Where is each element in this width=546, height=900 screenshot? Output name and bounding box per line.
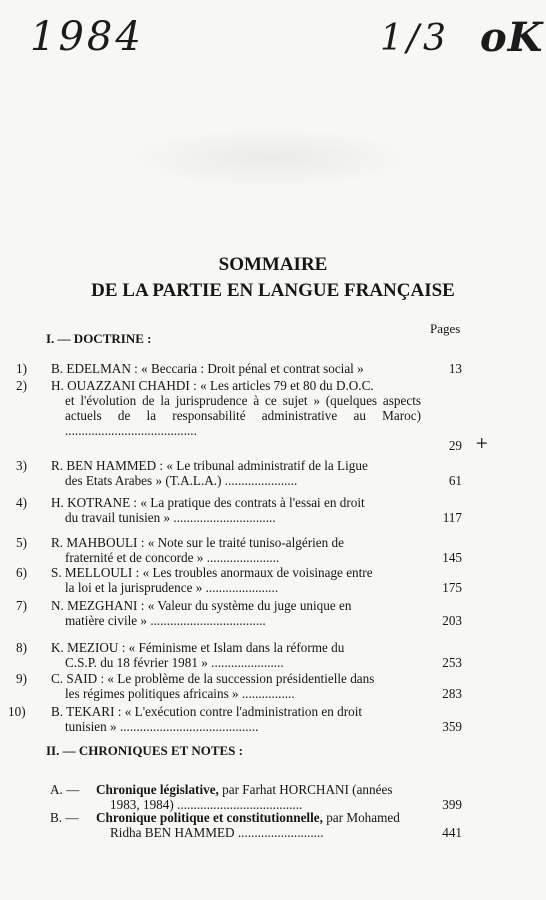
entry-number: 9) — [16, 671, 27, 686]
entry-line: B. TEKARI : « L'exécution contre l'administration en droit — [51, 704, 363, 719]
entry-line: des Etats Arabes » (T.A.L.A.) ...................... — [65, 473, 298, 488]
entry-author: par Farhat HORCHANI (années — [218, 782, 393, 797]
entry-letter: B. — — [50, 810, 79, 825]
entry-line: 1983, 1984) ...................................... — [110, 797, 303, 812]
entry-page: 117 — [442, 510, 462, 525]
entry-number: 5) — [16, 535, 27, 550]
entry-line: C. SAID : « Le problème de la succession présidentielle dans — [51, 671, 375, 686]
entry-number: 8) — [16, 640, 27, 655]
entry-text: B. EDELMAN : « Beccaria : Droit pénal et contrat social » — [51, 361, 364, 376]
entry-number: 7) — [16, 598, 27, 613]
entry-text — [51, 535, 421, 565]
entry-line: S. MELLOULI : « Les troubles anormaux de voisinage entre — [51, 565, 373, 580]
entry-number: 3) — [16, 458, 27, 473]
entry-page: 145 — [442, 550, 462, 565]
entry-page: 283 — [442, 686, 462, 701]
handwritten-part-number: 1/3 — [380, 18, 450, 59]
entry-author: par Mohamed — [322, 810, 400, 825]
section-chroniques-heading: II. — CHRONIQUES ET NOTES : — [46, 743, 243, 758]
title-line-2: DE LA PARTIE EN LANGUE FRANÇAISE — [91, 280, 455, 301]
entry-line: H. KOTRANE : « La pratique des contrats à l'essai en droit — [51, 495, 365, 510]
entry-number: 1) — [16, 361, 27, 376]
page-title — [0, 252, 546, 304]
entry-text — [96, 810, 421, 840]
entry-page: 253 — [442, 655, 462, 670]
handwritten-plus-mark: + — [475, 433, 489, 452]
entry-line: H. OUAZZANI CHAHDI : « Les articles 79 et 80 du D.O.C. — [51, 378, 374, 393]
handwritten-year: 1984 — [30, 14, 144, 60]
entry-page: 29 — [448, 438, 462, 453]
entry-number: 2) — [16, 378, 27, 393]
entry-line: les régimes politiques africains » ................ — [65, 686, 295, 701]
title-line-1: SOMMAIRE — [218, 254, 328, 275]
entry-line: matière civile » ................................... — [65, 613, 266, 628]
entry-line: R. MAHBOULI : « Note sur le traité tuniso-algérien de — [51, 535, 344, 550]
entry-page: 61 — [448, 473, 462, 488]
entry-page: 203 — [442, 613, 462, 628]
entry-line: tunisien » .......................................... — [65, 719, 259, 734]
entry-number: 4) — [16, 495, 27, 510]
entry-page: 175 — [442, 580, 462, 595]
entry-number: 6) — [16, 565, 27, 580]
section-doctrine-heading: I. — DOCTRINE : — [46, 331, 152, 346]
entry-page: 441 — [442, 825, 462, 840]
entry-page: 399 — [442, 797, 462, 812]
entry-text — [51, 704, 421, 734]
entry-bold-title: Chronique législative, — [96, 782, 219, 797]
entry-text — [51, 671, 421, 701]
entry-line: et l'évolution de la jurisprudence à ce sujet » (quelques aspects actuels de la responsabilité administrative au Maroc) ........................................ — [65, 393, 421, 438]
entry-text — [51, 565, 421, 595]
entry-text — [51, 598, 421, 628]
entry-page: 13 — [448, 361, 462, 376]
handwritten-ok-mark: oK — [480, 14, 544, 61]
entry-line: fraternité et de concorde » ...................... — [65, 550, 280, 565]
entry-page: 359 — [442, 719, 462, 734]
entry-line: du travail tunisien » ............................... — [65, 510, 276, 525]
entry-letter: A. — — [50, 782, 80, 797]
entry-text — [51, 378, 421, 438]
entry-text — [51, 458, 421, 488]
entry-number: 10) — [8, 704, 26, 719]
entry-line: Ridha BEN HAMMED .......................... — [110, 825, 324, 840]
entry-line: C.S.P. du 18 février 1981 » ...................... — [65, 655, 284, 670]
pages-column-header: Pages — [430, 321, 461, 336]
entry-line: N. MEZGHANI : « Valeur du système du juge unique en — [51, 598, 352, 613]
entry-line: K. MEZIOU : « Féminisme et Islam dans la réforme du — [51, 640, 345, 655]
entry-text — [51, 640, 421, 670]
entry-text — [51, 495, 421, 525]
entry-line: la loi et la jurisprudence » ...................... — [65, 580, 279, 595]
entry-line: R. BEN HAMMED : « Le tribunal administratif de la Ligue — [51, 458, 368, 473]
entry-text — [96, 782, 421, 812]
entry-bold-title: Chronique politique et constitutionnelle, — [96, 810, 323, 825]
scan-smudge — [120, 128, 420, 188]
